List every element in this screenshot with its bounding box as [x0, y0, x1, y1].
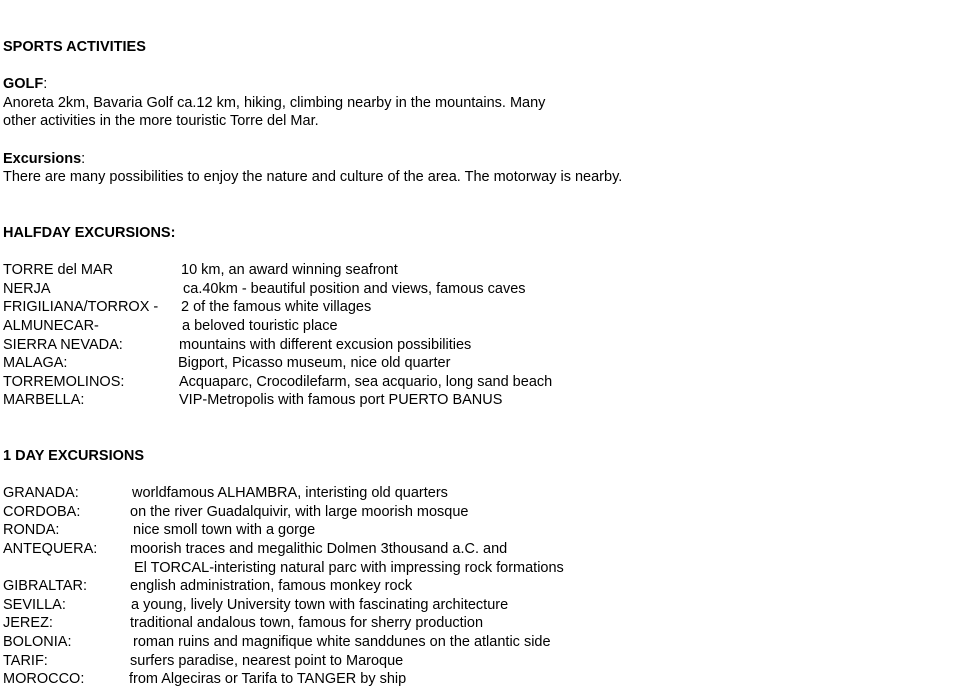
oneday-name: ANTEQUERA: — [3, 541, 98, 558]
oneday-row — [3, 577, 953, 596]
oneday-desc: from Algeciras or Tarifa to TANGER by ship — [129, 671, 407, 688]
halfday-row — [3, 261, 953, 280]
golf-text-line-1: Anoreta 2km, Bavaria Golf ca.12 km, hiking, climbing nearby in the mountains. Many — [3, 94, 546, 111]
halfday-heading: HALFDAY EXCURSIONS: — [3, 224, 176, 241]
halfday-desc: Bigport, Picasso museum, nice old quarter — [178, 355, 451, 372]
sports-heading: SPORTS ACTIVITIES — [3, 39, 146, 55]
halfday-row — [3, 391, 953, 410]
halfday-row — [3, 354, 953, 373]
halfday-row — [3, 336, 953, 355]
golf-heading-line — [3, 75, 953, 94]
halfday-row — [3, 298, 953, 317]
halfday-row — [3, 280, 953, 299]
oneday-desc: El TORCAL-interisting natural parc with impressing rock formations — [134, 559, 564, 576]
halfday-name: MARBELLA: — [3, 392, 85, 409]
golf-text-line-2: other activities in the more touristic Torre del Mar. — [3, 113, 319, 130]
halfday-name: FRIGILIANA/TORROX - — [3, 299, 159, 316]
oneday-name: RONDA: — [3, 522, 60, 539]
oneday-name: JEREZ: — [3, 615, 53, 632]
halfday-row — [3, 373, 953, 392]
oneday-desc: surfers paradise, nearest point to Maroque — [130, 652, 404, 669]
oneday-desc: on the river Guadalquivir, with large moorish mosque — [130, 503, 469, 520]
oneday-desc: a young, lively University town with fascinating architecture — [131, 596, 509, 613]
halfday-desc: 10 km, an award winning seafront — [181, 262, 398, 279]
oneday-name: GRANADA: — [3, 485, 79, 502]
oneday-row — [3, 670, 953, 689]
golf-label: GOLF — [3, 76, 44, 93]
halfday-name: TORRE del MAR — [3, 262, 114, 279]
oneday-row — [3, 614, 953, 633]
halfday-name: ALMUNECAR- — [3, 317, 99, 334]
oneday-row — [3, 596, 953, 615]
oneday-row — [3, 484, 953, 503]
excursions-colon: : — [81, 150, 86, 167]
document-page — [3, 38, 953, 689]
golf-colon: : — [43, 76, 48, 93]
excursions-heading-line — [3, 150, 953, 169]
oneday-name: TARIF: — [3, 652, 48, 669]
halfday-desc: 2 of the famous white villages — [181, 299, 372, 316]
halfday-desc: ca.40km - beautiful position and views, famous caves — [183, 280, 526, 297]
oneday-desc: traditional andalous town, famous for sherry production — [130, 615, 484, 632]
halfday-name: NERJA — [3, 280, 51, 297]
halfday-desc: VIP-Metropolis with famous port PUERTO BANUS — [179, 392, 503, 409]
halfday-desc: Acquaparc, Crocodilefarm, sea acquario, long sand beach — [179, 373, 553, 390]
oneday-row — [3, 503, 953, 522]
oneday-name: BOLONIA: — [3, 634, 72, 650]
oneday-desc: english administration, famous monkey rock — [130, 578, 413, 595]
halfday-desc: a beloved touristic place — [182, 317, 338, 334]
halfday-name: TORREMOLINOS: — [3, 373, 125, 390]
halfday-row — [3, 317, 953, 336]
oneday-row — [3, 652, 953, 671]
excursions-label: Excursions — [3, 150, 82, 167]
oneday-name: SEVILLA: — [3, 596, 66, 613]
oneday-name: GIBRALTAR: — [3, 578, 88, 595]
oneday-heading: 1 DAY EXCURSIONS — [3, 448, 145, 465]
oneday-row — [3, 521, 953, 540]
oneday-desc: nice smoll town with a gorge — [133, 522, 316, 539]
oneday-desc: worldfamous ALHAMBRA, interisting old quarters — [132, 485, 448, 502]
oneday-desc: roman ruins and magnifique white sanddunes on the atlantic side — [133, 634, 551, 650]
oneday-desc: moorish traces and megalithic Dolmen 3thousand a.C. and — [130, 541, 508, 558]
excursions-text-line-1: There are many possibilities to enjoy the nature and culture of the area. The motorway is nearby. — [3, 169, 623, 186]
oneday-row — [3, 633, 953, 652]
oneday-name: MOROCCO: — [3, 671, 85, 688]
oneday-row — [3, 559, 953, 578]
oneday-row — [3, 540, 953, 559]
halfday-name: SIERRA NEVADA: — [3, 336, 123, 353]
oneday-name: CORDOBA: — [3, 503, 81, 520]
halfday-name: MALAGA: — [3, 355, 68, 372]
halfday-desc: mountains with different excusion possibilities — [179, 336, 472, 353]
